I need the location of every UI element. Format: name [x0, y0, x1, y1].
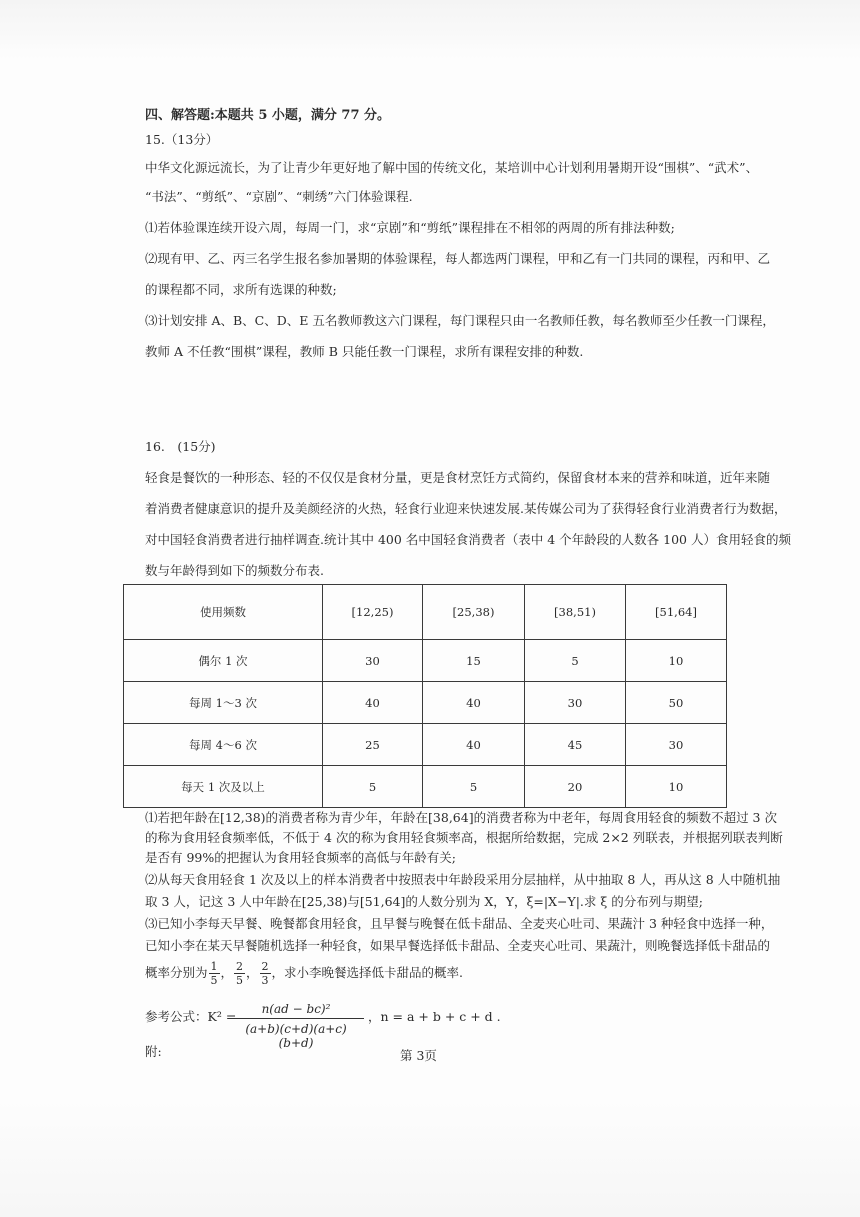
table-cell: 每周 1～3 次 — [124, 682, 323, 724]
formula-numerator: n(ad − bc)² — [228, 1002, 364, 1019]
formula-tail: ，n = a + b + c + d . — [368, 1009, 501, 1024]
table-cell: 30 — [323, 640, 423, 682]
table-header-cell: [25,38) — [423, 585, 525, 640]
section-title: 四、解答题:本题共 5 小题，满分 77 分。 — [145, 108, 391, 123]
q15-part-3: ⑶计划安排 A、B、C、D、E 五名教师教这六门课程，每门课程只由一名教师任教，每名教师至少任教一门课程， — [145, 313, 775, 328]
probability-line: 概率分别为 $\frac{1}{5}$ ， $\frac{2}{5}$ ， $\frac{2}{3}$ ，求小李晚餐选择低卡甜品的概率. — [145, 960, 464, 987]
q16-intro-line: 着消费者健康意识的提升及美颜经济的火热，轻食行业迎来快速发展.某传媒公司为了获得轻食行业消费者行为数据， — [145, 501, 787, 516]
table-row — [124, 766, 727, 808]
page-number: 第 3页 — [400, 1048, 437, 1063]
table-cell: 50 — [626, 682, 727, 724]
q16-part-line: 的称为食用轻食频率低，不低于 4 次的称为食用轻食频率高，根据所给数据，完成 2×2 列联表，并根据列联表判断 — [145, 830, 783, 845]
table-cell: 20 — [525, 766, 626, 808]
probability-prefix: 概率分别为 — [145, 965, 208, 980]
formula-label: 参考公式：K² = — [145, 1009, 237, 1024]
table-cell: 40 — [323, 682, 423, 724]
table-row — [124, 682, 727, 724]
table-cell: 10 — [626, 766, 727, 808]
probability-suffix: ，求小李晚餐选择低卡甜品的概率. — [271, 965, 464, 980]
q15-line: 中华文化源远流长，为了让青少年更好地了解中国的传统文化，某培训中心计划利用暑期开设“围棋”、“武术”、 — [145, 160, 759, 175]
table-row — [124, 724, 727, 766]
table-cell: 15 — [423, 640, 525, 682]
table-cell: 每天 1 次及以上 — [124, 766, 323, 808]
table-header-cell: [38,51) — [525, 585, 626, 640]
q16-part-1: ⑴若把年龄在[12,38)的消费者称为青少年，年龄在[38,64]的消费者称为中老年，每周食用轻食的频数不超过 3 次 — [145, 810, 777, 825]
q15-number: 15.（13分） — [145, 132, 219, 147]
q16-part-2: ⑵从每天食用轻食 1 次及以上的样本消费者中按照表中年龄段采用分层抽样，从中抽取 8 人，再从这 8 人中随机抽 — [145, 872, 781, 887]
table-cell: 每周 4～6 次 — [124, 724, 323, 766]
table-cell: 30 — [525, 682, 626, 724]
table-cell: 25 — [323, 724, 423, 766]
table-header-cell: 使用频数 — [124, 585, 323, 640]
table-header-row — [124, 585, 727, 640]
table-header-cell: [51,64] — [626, 585, 727, 640]
frequency-table — [123, 584, 727, 808]
q15-part-1: ⑴若体验课连续开设六周，每周一门，求“京剧”和“剪纸”课程排在不相邻的两周的所有排法种数; — [145, 220, 675, 235]
appendix-label: 附: — [145, 1044, 162, 1059]
fraction: $\frac{1}{5}$ — [210, 960, 218, 987]
table-cell: 5 — [423, 766, 525, 808]
q15-line: 教师 A 不任教“围棋”课程，教师 B 只能任教一门课程，求所有课程安排的种数. — [145, 344, 584, 359]
table-cell: 偶尔 1 次 — [124, 640, 323, 682]
q15-line: 的课程都不同，求所有选课的种数; — [145, 282, 337, 297]
fraction: $\frac{2}{5}$ — [236, 960, 244, 987]
q16-intro-line: 数与年龄得到如下的频数分布表. — [145, 563, 324, 578]
q16-number: 16. (15分) — [145, 439, 216, 454]
q16-intro-line: 轻食是餐饮的一种形态、轻的不仅仅是食材分量，更是食材烹饪方式简约，保留食材本来的营养和味道，近年来随 — [145, 470, 771, 485]
q15-line: “书法”、“剪纸”、“京剧”、“刺绣”六门体验课程. — [145, 189, 413, 204]
table-cell: 5 — [323, 766, 423, 808]
q16-intro-line: 对中国轻食消费者进行抽样调查.统计其中 400 名中国轻食消费者（表中 4 个年龄段的人数各 100 人）食用轻食的频 — [145, 532, 791, 547]
q15-part-2: ⑵现有甲、乙、丙三名学生报名参加暑期的体验课程，每人都选两门课程，甲和乙有一门共同的课程，丙和甲、乙 — [145, 251, 771, 266]
table-cell: 40 — [423, 682, 525, 724]
formula-denominator: (a+b)(c+d)(a+c)(b+d) — [245, 1022, 347, 1050]
q16-part-line: 取 3 人，记这 3 人中年龄在[25,38)与[51,64]的人数分别为 X，Y，ξ=|X−Y|.求 ξ 的分布列与期望; — [145, 894, 703, 909]
q16-part-3: ⑶已知小李每天早餐、晚餐都食用轻食，且早餐与晚餐在低卡甜品、全麦夹心吐司、果蔬汁 3 种轻食中选择一种， — [145, 916, 774, 931]
table-cell: 10 — [626, 640, 727, 682]
table-cell: 45 — [525, 724, 626, 766]
fraction: $\frac{2}{3}$ — [261, 960, 269, 987]
table-header-cell: [12,25) — [323, 585, 423, 640]
chi-square-formula — [228, 1002, 364, 1050]
q16-part-line: 已知小李在某天早餐随机选择一种轻食，如果早餐选择低卡甜品、全麦夹心吐司、果蔬汁，则晚餐选择低卡甜品的 — [145, 938, 771, 953]
table-cell: 30 — [626, 724, 727, 766]
table-cell: 5 — [525, 640, 626, 682]
table-row — [124, 640, 727, 682]
q16-part-line: 是否有 99%的把握认为食用轻食频率的高低与年龄有关; — [145, 850, 456, 865]
table-cell: 40 — [423, 724, 525, 766]
